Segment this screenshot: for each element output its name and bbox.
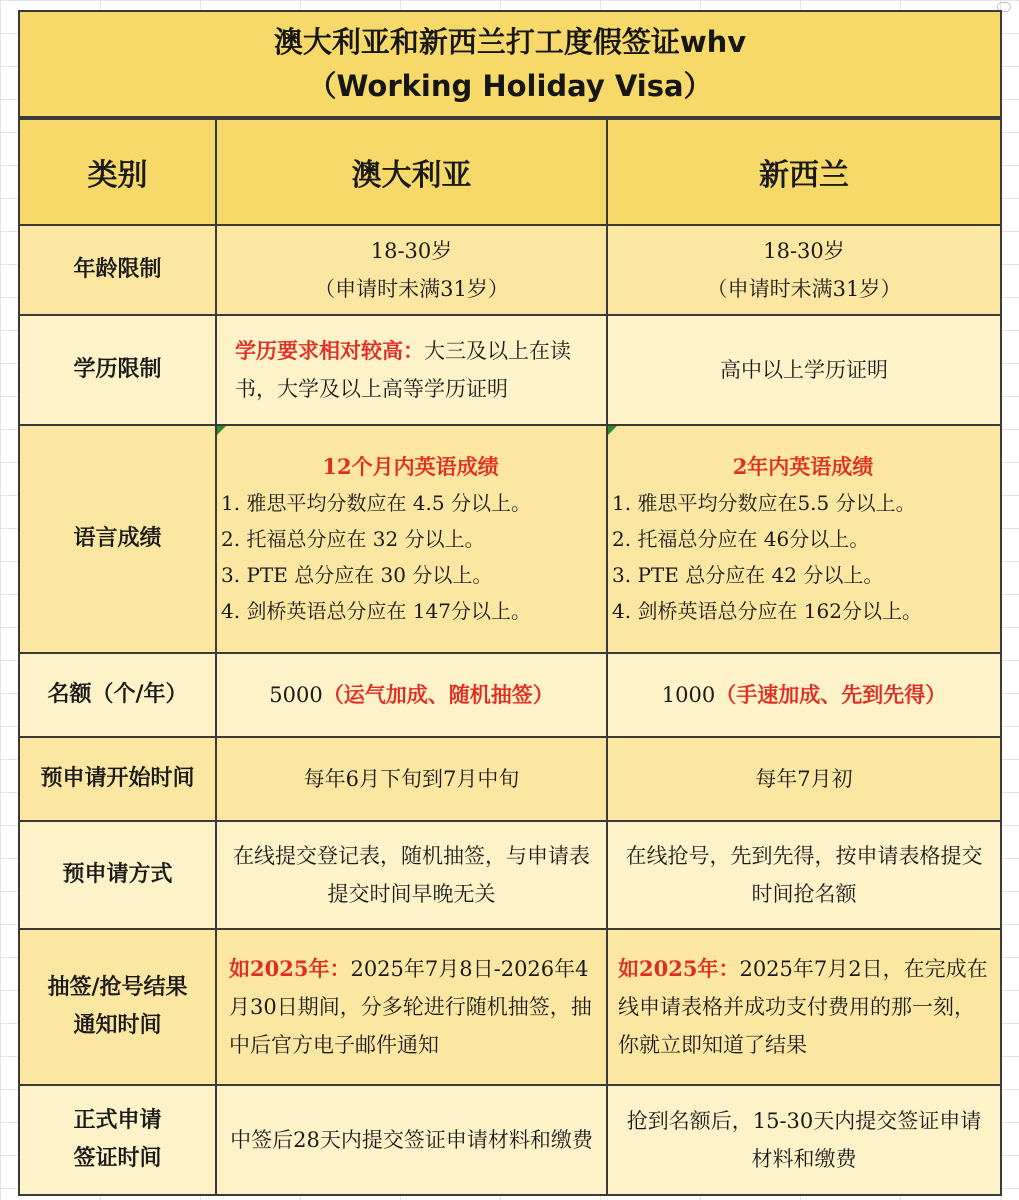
- table-row-education: [20, 315, 1000, 425]
- language-label[interactable]: 语言成绩: [20, 425, 216, 653]
- result-nz-text: 2025年7月2日，在完成在线申请表格并成功支付费用的那一刻，你就立即知道了结果: [618, 957, 988, 1057]
- language-newzealand[interactable]: [607, 425, 1000, 653]
- formal-label[interactable]: [20, 1085, 216, 1195]
- formal-label-line2: 签证时间: [73, 1146, 162, 1171]
- visa-comparison-sheet: [18, 10, 1002, 1196]
- quota-label[interactable]: 名额（个/年）: [20, 653, 216, 737]
- result-au-highlight: 如2025年：: [229, 956, 351, 981]
- quota-nz-number: 1000: [661, 683, 716, 707]
- pre-method-label[interactable]: 预申请方式: [20, 821, 216, 929]
- pre-start-newzealand[interactable]: 每年7月初: [607, 737, 1000, 821]
- pre-method-newzealand[interactable]: 在线抢号，先到先得，按申请表格提交时间抢名额: [607, 821, 1000, 929]
- language-nz-item-3: 3. PTE 总分应在 42 分以上。: [612, 563, 884, 587]
- education-australia[interactable]: [216, 315, 607, 425]
- age-nz-line1: 18-30岁: [763, 239, 845, 263]
- table-row-quota: [20, 653, 1000, 737]
- header-newzealand[interactable]: 新西兰: [607, 119, 1000, 225]
- language-au-head: 12个月内英语成绩: [322, 454, 499, 479]
- table-row-language: [20, 425, 1000, 653]
- result-australia[interactable]: [216, 929, 607, 1085]
- education-label[interactable]: 学历限制: [20, 315, 216, 425]
- formal-newzealand[interactable]: 抢到名额后，15-30天内提交签证申请材料和缴费: [607, 1085, 1000, 1195]
- quota-newzealand[interactable]: [607, 653, 1000, 737]
- title-line-2: （Working Holiday Visa）: [307, 69, 713, 103]
- quota-nz-note: （手速加成、先到先得）: [715, 682, 947, 707]
- pre-method-australia[interactable]: 在线提交登记表，随机抽签，与申请表提交时间早晚无关: [216, 821, 607, 929]
- header-row: [20, 119, 1000, 225]
- language-nz-item-1: 1. 雅思平均分数应在5.5 分以上。: [612, 491, 916, 515]
- result-label-line1: 抽签/抢号结果: [47, 975, 188, 1000]
- age-au-line1: 18-30岁: [370, 239, 453, 263]
- pre-start-australia[interactable]: 每年6月下旬到7月中旬: [216, 737, 607, 821]
- result-newzealand[interactable]: [607, 929, 1000, 1085]
- table-row-pre-start: [20, 737, 1000, 821]
- table-row-formal: [20, 1085, 1000, 1195]
- language-au-item-2: 2. 托福总分应在 32 分以上。: [221, 527, 485, 551]
- formal-label-line1: 正式申请: [73, 1108, 162, 1133]
- comparison-table: [20, 118, 1000, 1196]
- language-nz-item-2: 2. 托福总分应在 46分以上。: [612, 527, 870, 551]
- table-row-result: [20, 929, 1000, 1085]
- table-row-age: [20, 225, 1000, 315]
- header-category[interactable]: 类别: [20, 119, 216, 225]
- language-au-item-3: 3. PTE 总分应在 30 分以上。: [221, 563, 493, 587]
- result-nz-highlight: 如2025年：: [618, 956, 740, 981]
- comment-marker-icon: [608, 426, 617, 435]
- result-au-text: 2025年7月8日-2026年4月30日期间，分多轮进行随机抽签，抽中后官方电子邮件通知: [229, 957, 592, 1057]
- formal-australia[interactable]: 中签后28天内提交签证申请材料和缴费: [216, 1085, 607, 1195]
- quota-australia[interactable]: [216, 653, 607, 737]
- education-newzealand[interactable]: 高中以上学历证明: [607, 315, 1000, 425]
- result-label[interactable]: [20, 929, 216, 1085]
- header-australia[interactable]: 澳大利亚: [216, 119, 607, 225]
- language-au-item-4: 4. 剑桥英语总分应在 147分以上。: [221, 599, 531, 623]
- language-australia[interactable]: [216, 425, 607, 653]
- age-australia[interactable]: [216, 225, 607, 315]
- quota-au-number: 5000: [269, 683, 323, 707]
- age-au-line2: （申请时未满31岁）: [314, 277, 509, 301]
- language-nz-item-4: 4. 剑桥英语总分应在 162分以上。: [612, 599, 922, 623]
- age-newzealand[interactable]: [607, 225, 1000, 315]
- table-title: [20, 10, 1000, 118]
- age-label[interactable]: 年龄限制: [20, 225, 216, 315]
- table-row-pre-method: [20, 821, 1000, 929]
- education-au-highlight: 学历要求相对较高：: [235, 338, 424, 363]
- language-nz-head: 2年内英语成绩: [732, 454, 874, 479]
- pre-start-label[interactable]: 预申请开始时间: [20, 737, 216, 821]
- quota-au-note: （运气加成、随机抽签）: [322, 682, 554, 707]
- age-nz-line2: （申请时未满31岁）: [706, 277, 902, 301]
- title-line-1: 澳大利亚和新西兰打工度假签证whv: [273, 25, 747, 59]
- result-label-line2: 通知时间: [73, 1013, 162, 1038]
- comment-marker-icon: [217, 426, 226, 435]
- education-au-text: 大三及以上在读书，大学及以上高等学历证明: [235, 339, 571, 401]
- language-au-item-1: 1. 雅思平均分数应在 4.5 分以上。: [221, 491, 531, 515]
